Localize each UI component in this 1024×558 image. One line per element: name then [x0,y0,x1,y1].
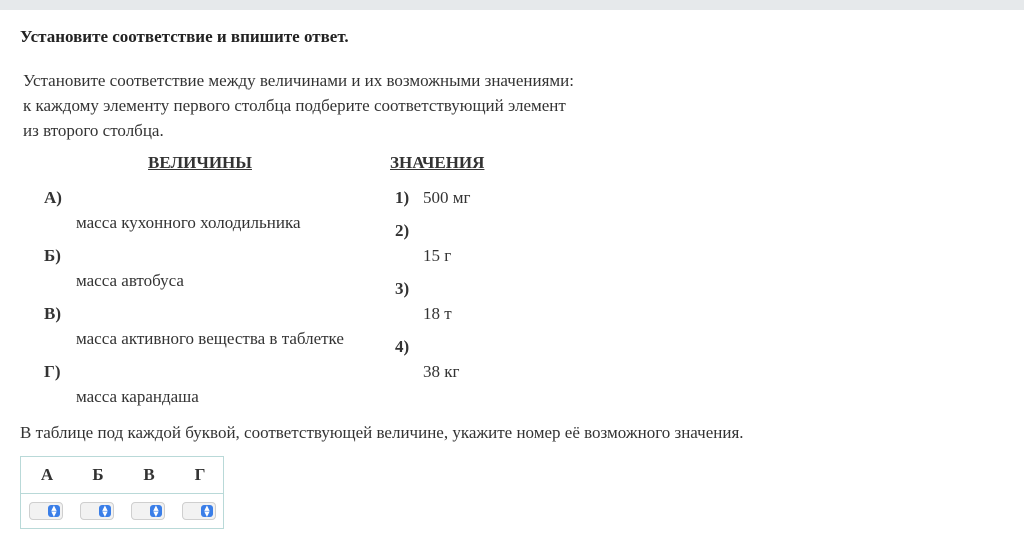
answer-select-b[interactable] [80,502,114,520]
answer-select-v[interactable] [131,502,165,520]
quantity-text-a: масса кухонного холодильника [76,213,301,232]
quantity-letter-b: Б) [44,246,61,265]
task-heading: Установите соответствие и впишите ответ. [20,27,349,46]
quantity-text-b: масса автобуса [76,271,184,290]
value-number-3: 3) [395,279,410,298]
answer-header-v: В [143,465,155,484]
answer-select-a[interactable] [29,502,63,520]
updown-arrows-icon: ▲ ▼ [150,505,162,517]
intro-line: Установите соответствие между величинами и их возможными значениями: [23,71,574,90]
value-number-1: 1) [395,188,410,207]
answer-header-a: А [40,465,54,484]
task-intro [23,68,623,143]
value-text-4: 38 кг [423,362,460,381]
intro-line: из второго столбца. [23,121,164,140]
answer-table [20,456,224,529]
value-number-4: 4) [395,337,410,356]
updown-arrows-icon: ▲ ▼ [48,505,60,517]
values-header: ЗНАЧЕНИЯ [390,153,485,172]
value-text-1: 500 мг [423,188,471,207]
value-number-2: 2) [395,221,410,240]
answer-header-g: Г [194,465,206,484]
quantity-letter-a: А) [44,188,62,207]
top-bar [0,0,1024,10]
answer-table-header [21,457,223,494]
value-text-2: 15 г [423,246,452,265]
quantity-text-v: масса активного вещества в таблетке [76,329,344,348]
answer-header-b: Б [92,465,104,484]
quantity-letter-g: Г) [44,362,61,381]
answer-instruction: В таблице под каждой буквой, соответствующей величине, укажите номер её возможного значения. [20,423,744,442]
quantities-header: ВЕЛИЧИНЫ [148,153,252,172]
value-text-3: 18 т [423,304,452,323]
intro-line: к каждому элементу первого столбца подберите соответствующий элемент [23,96,566,115]
quantity-text-g: масса карандаша [76,387,199,406]
quantity-letter-v: В) [44,304,61,323]
updown-arrows-icon: ▲ ▼ [99,505,111,517]
answer-select-g[interactable] [182,502,216,520]
updown-arrows-icon: ▲ ▼ [201,505,213,517]
